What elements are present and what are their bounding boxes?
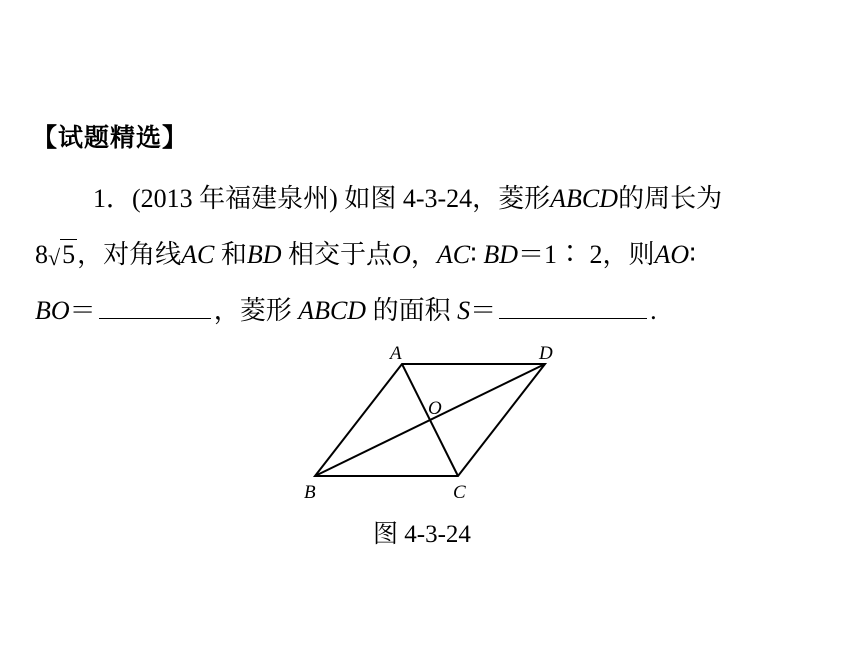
label-b: B	[304, 482, 316, 503]
rhombus-name: ABCD	[550, 184, 619, 213]
diagonal-bd	[315, 364, 545, 476]
segment-bd: BD	[483, 240, 519, 269]
problem-text: ，	[410, 240, 437, 269]
point-o: O	[392, 240, 411, 269]
section-title: 【试题精选】	[32, 125, 189, 152]
segment-bd: BD	[246, 240, 282, 269]
rhombus-figure	[300, 338, 580, 508]
problem-line-2	[35, 234, 696, 271]
perimeter-radicand: 5	[62, 240, 76, 269]
segment-ac: AC	[436, 240, 471, 269]
segment-ac: AC	[181, 240, 215, 269]
perimeter-coefficient: 8	[35, 240, 48, 269]
answer-blank-area[interactable]	[499, 296, 647, 319]
problem-text: 的面积	[366, 296, 458, 325]
problem-text: ＝	[470, 296, 497, 325]
problem-text: 和	[214, 240, 247, 269]
problem-number: 1．	[93, 184, 133, 213]
problem-text: ，菱形	[213, 296, 299, 325]
rhombus-name: ABCD	[298, 296, 367, 325]
problem-text: .	[650, 296, 657, 325]
label-d: D	[539, 343, 553, 364]
label-c: C	[453, 482, 466, 503]
problem-text: 如图 4-3-24，菱形	[337, 184, 551, 213]
problem-text: ∶	[470, 240, 484, 269]
problem-text: 相交于点	[281, 240, 393, 269]
problem-text: ∶	[689, 240, 696, 269]
segment-ao: AO	[654, 240, 690, 269]
answer-blank-ratio[interactable]	[99, 296, 211, 319]
label-a: A	[390, 343, 402, 364]
problem-text: ＝1∶ 2，则	[518, 240, 655, 269]
problem-line-3	[35, 290, 657, 327]
problem-line-1	[93, 178, 722, 215]
figure-caption: 图 4-3-24	[373, 521, 471, 548]
problem-text: ＝	[69, 296, 96, 325]
label-o: O	[428, 398, 442, 419]
sqrt-symbol: √5	[48, 240, 76, 270]
problem-text: 的周长为	[618, 184, 723, 213]
problem-source: (2013 年福建泉州)	[132, 184, 338, 213]
problem-text: ，对角线	[77, 240, 182, 269]
segment-bo: BO	[35, 296, 70, 325]
area-symbol: S	[457, 296, 471, 325]
